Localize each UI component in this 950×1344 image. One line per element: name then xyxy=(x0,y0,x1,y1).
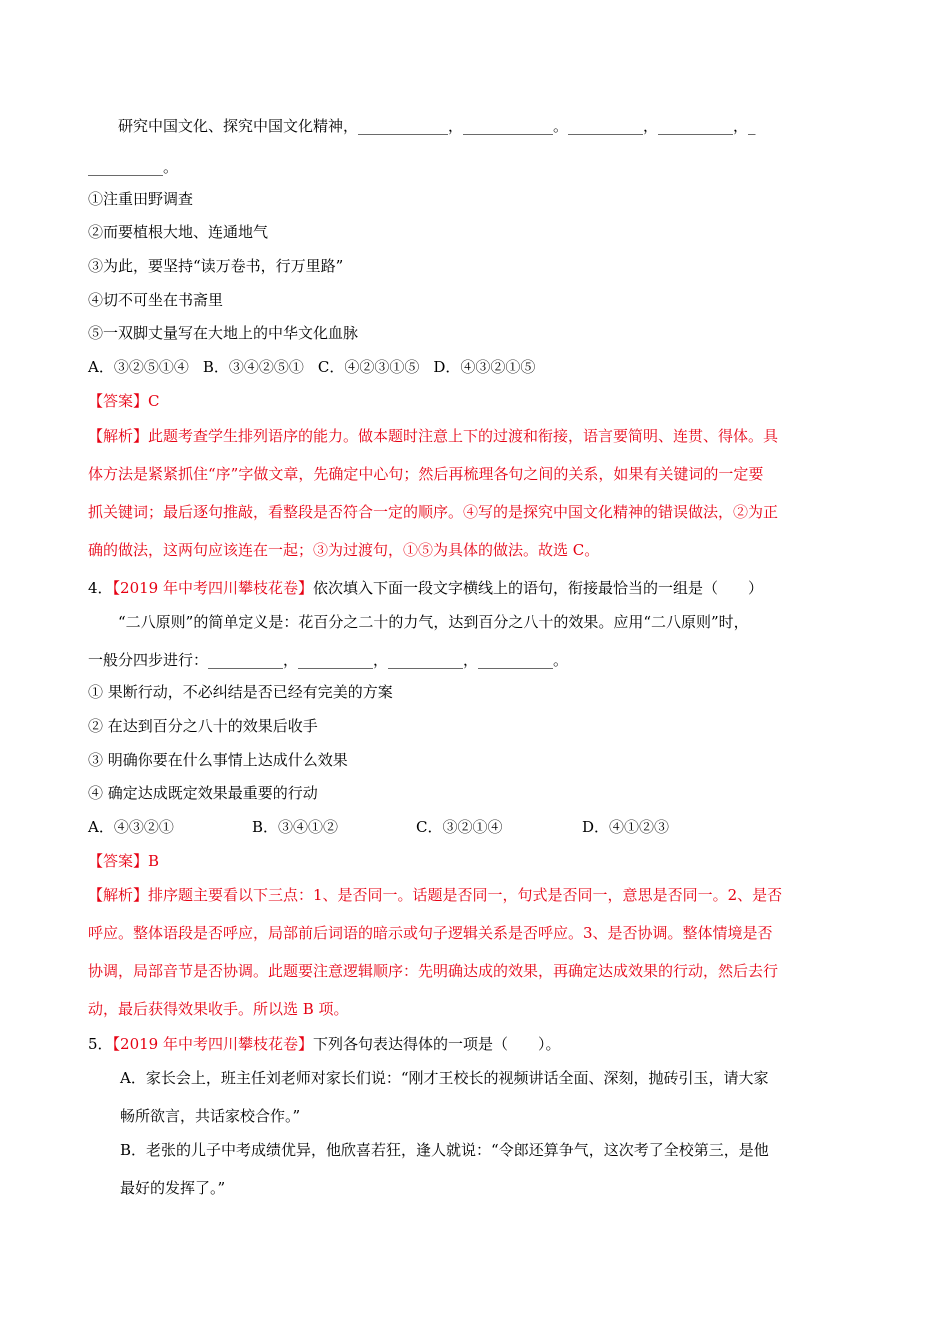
q5-header xyxy=(88,1034,863,1054)
q3-option-c: C．④②③①⑤ xyxy=(317,358,420,376)
q5-source: 【2019 年中考四川攀枝花卷】 xyxy=(112,1035,313,1053)
q4-option-b: B．③④①② xyxy=(252,818,339,836)
q4-analysis-line-2: 呼应。整体语段是否呼应，局部前后词语的暗示或句子逻辑关系是否呼应。3、是否协调。整体情境是否 xyxy=(88,924,773,942)
q4-source: 【2019 年中考四川攀枝花卷】 xyxy=(112,579,313,597)
q3-item-5: ⑤一双脚丈量写在大地上的中华文化血脉 xyxy=(88,324,359,342)
q5-option-b-line-2: 最好的发挥了。” xyxy=(120,1179,226,1197)
q3-stem-line-1: 研究中国文化、探究中国文化精神，____________，____________。__________，__________，_ xyxy=(118,117,756,135)
q4-passage-line-2: 一般分四步进行：__________，__________，__________，__________。 xyxy=(88,651,569,669)
q4-item-4: ④ 确定达成既定效果最重要的行动 xyxy=(88,784,318,802)
q4-option-c: C．③②①④ xyxy=(416,818,503,836)
q4-analysis-line-4: 动，最后获得效果收手。所以选 B 项。 xyxy=(88,1000,349,1018)
q5-option-b-line-1: B．老张的儿子中考成绩优异，他欣喜若狂，逢人就说：“令郎还算争气，这次考了全校第三，是他 xyxy=(120,1141,769,1159)
q4-answer-tag: 【答案】 xyxy=(88,852,149,870)
q3-option-b: B．③④②⑤① xyxy=(202,358,304,376)
q3-options xyxy=(88,357,863,377)
q3-option-a: A．③②⑤①④ xyxy=(88,358,189,376)
q4-number: 4． xyxy=(88,579,113,597)
q4-header xyxy=(88,578,863,598)
q3-analysis-line-1: 【解析】此题考查学生排列语序的能力。做本题时注意上下的过渡和衔接，语言要简明、连贯、得体。具 xyxy=(88,427,779,445)
q4-answer xyxy=(88,851,863,871)
q5-option-a-line-2: 畅所欲言，共话家校合作。” xyxy=(120,1107,301,1125)
q4-stem: 依次填入下面一段文字横线上的语句，衔接最恰当的一组是（ ） xyxy=(313,579,764,597)
q3-stem-line-2: __________。 xyxy=(88,158,179,176)
q4-option-d: D．④①②③ xyxy=(582,818,670,836)
q4-analysis-tag: 【解析】 xyxy=(88,886,149,904)
q3-answer-tag: 【答案】 xyxy=(88,392,149,410)
q3-option-d: D．④③②①⑤ xyxy=(433,358,536,376)
q3-analysis-line-4: 确的做法，这两句应该连在一起；③为过渡句，①⑤为具体的做法。故选 C。 xyxy=(88,541,600,559)
q3-item-1: ①注重田野调查 xyxy=(88,190,194,208)
q4-analysis-line-1: 【解析】排序题主要看以下三点：1、是否同一。话题是否同一，句式是否同一，意思是否同一。2、是否 xyxy=(88,886,783,904)
q3-analysis-tag: 【解析】 xyxy=(88,427,149,445)
q3-analysis-line-2: 体方法是紧紧抓住“序”字做文章，先确定中心句；然后再梳理各句之间的关系，如果有关键词的一定要 xyxy=(88,465,764,483)
q5-option-a-line-1: A．家长会上，班主任刘老师对家长们说：“刚才王校长的视频讲话全面、深刻，抛砖引玉，请大家 xyxy=(120,1069,769,1087)
q3-item-4: ④切不可坐在书斋里 xyxy=(88,291,224,309)
q4-passage-line-1: “二八原则”的简单定义是：花百分之二十的力气，达到百分之八十的效果。应用“二八原则”时， xyxy=(118,613,749,631)
q3-answer xyxy=(88,391,863,411)
q4-analysis-line-3: 协调，局部音节是否协调。此题要注意逻辑顺序：先明确达成的效果，再确定达成效果的行动，然后去行 xyxy=(88,962,779,980)
q4-item-2: ② 在达到百分之八十的效果后收手 xyxy=(88,717,318,735)
q4-answer-value: B xyxy=(148,852,160,870)
q5-number: 5． xyxy=(88,1035,113,1053)
q5-stem: 下列各句表达得体的一项是（ ）。 xyxy=(313,1035,561,1053)
q4-item-3: ③ 明确你要在什么事情上达成什么效果 xyxy=(88,751,348,769)
q4-item-1: ① 果断行动，不必纠结是否已经有完美的方案 xyxy=(88,683,393,701)
q3-analysis-line-3: 抓关键词；最后逐句推敲，看整段是否符合一定的顺序。④写的是探究中国文化精神的错误做法，②为正 xyxy=(88,503,779,521)
q3-item-3: ③为此，要坚持“读万卷书，行万里路” xyxy=(88,257,344,275)
q4-option-a: A．④③②① xyxy=(88,818,174,836)
q3-item-2: ②而要植根大地、连通地气 xyxy=(88,223,269,241)
q3-answer-value: C xyxy=(148,392,160,410)
